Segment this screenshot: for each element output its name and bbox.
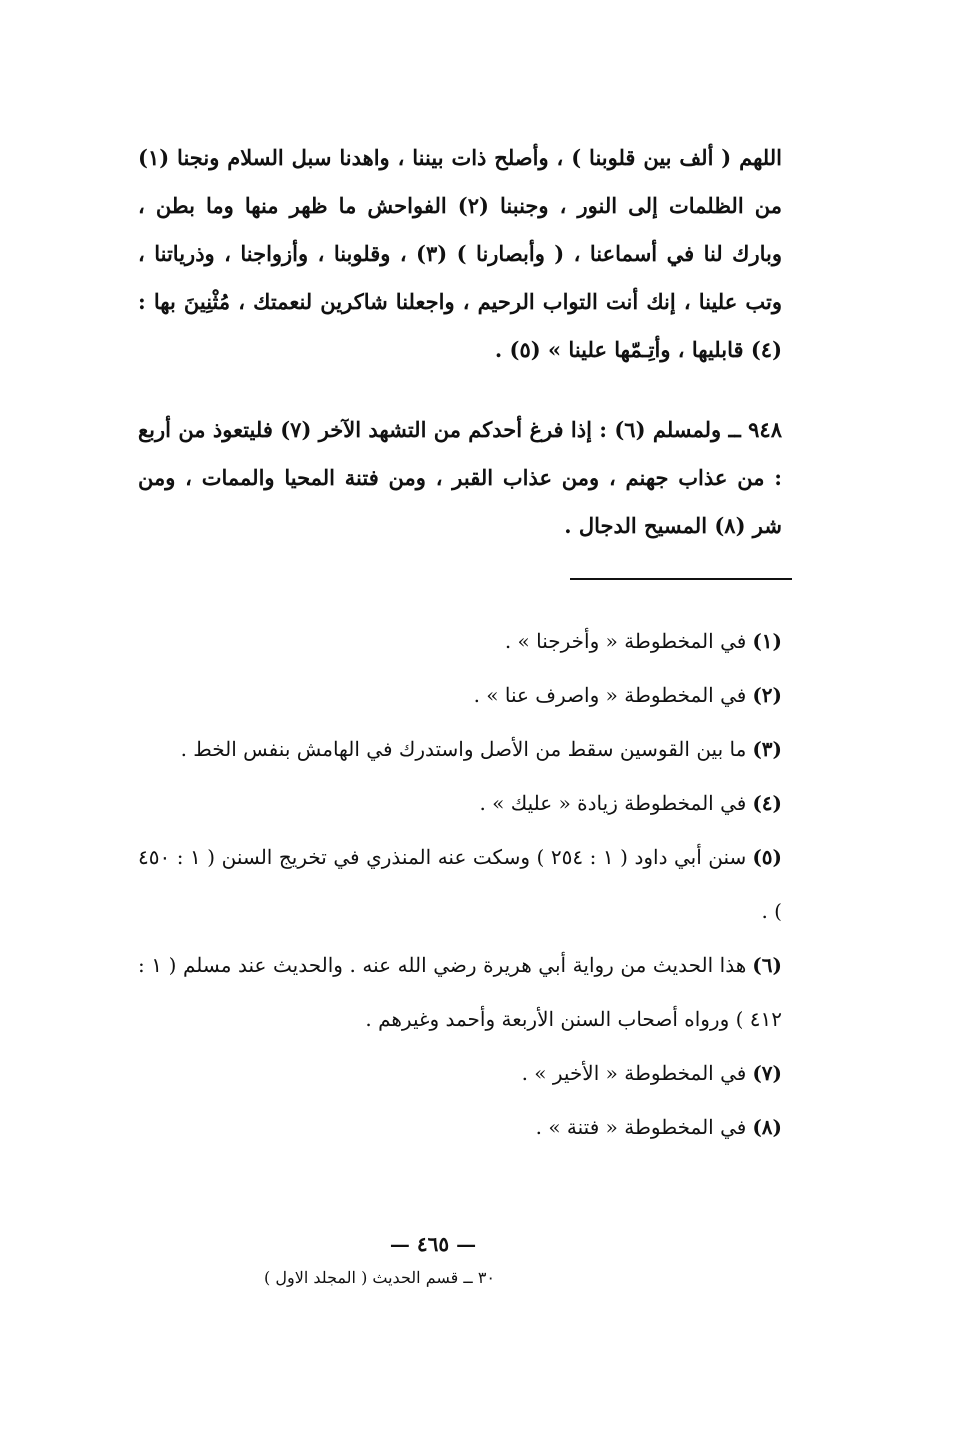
footnote-3: (٣)ما بين القوسين سقط من الأصل واستدرك في الهامش بنفس الخط . (180, 737, 782, 761)
footnote-2: (٢)في المخطوطة « واصرف عنا » . (473, 683, 782, 707)
footnote-8: (٨)في المخطوطة « فتنة » . (535, 1115, 782, 1139)
footnote-4: (٤)في المخطوطة زيادة « عليك » . (479, 791, 782, 815)
footnote-1: (١)في المخطوطة « وأخرجنا » . (504, 629, 782, 653)
main-paragraph-1: اللهم ( ألف بين قلوبنا ) ، وأصلح ذات بيننا ، واهدنا سبل السلام ونجنا (١) من الظلمات إلى النور ، وجنبنا (٢) الفواحش ما ظهر منها وما بطن ، وبارك لنا في أسماعنا ، ( وأبصارنا ) (٣) ، وقلوبنا ، وأزواجنا ، وذرياتنا ، وتب علينا ، إنك أنت التواب الرحيم ، واجعلنا شاكرين لنعمتك ، مُثْنِينَ بها : (٤) قابليها ، وأتِـمّها علينا » (٥) . (138, 145, 782, 362)
footnotes (138, 614, 782, 1154)
footnote-separator (570, 578, 792, 580)
main-paragraph-hadith-948: ٩٤٨ ــ ولمسلم (٦) : إذا فرغ أحدكم من التشهد الآخر (٧) فليتعوذ من أربع : من عذاب جهنم ، ومن عذاب القبر ، ومن فتنة المحيا والممات ، ومن شر (٨) المسيح الدجال . (138, 417, 782, 538)
page-number: — ٤٦٥ — (389, 1232, 477, 1256)
footnote-6: (٦)هذا الحديث من رواية أبي هريرة رضي الله عنه . والحديث عند مسلم ( ١ : ٤١٢ ) ورواه أصحاب السنن الأربعة وأحمد وغيرهم . (138, 953, 782, 1031)
footnote-5: (٥)سنن أبي داود ( ١ : ٢٥٤ ) وسكت عنه المنذري في تخريج السنن ( ١ : ٤٥٠ ) . (138, 845, 783, 923)
printer-signature-mark: ٣٠ ــ قسم الحديث ( المجلد الاول ) (264, 1268, 495, 1287)
footnote-7: (٧)في المخطوطة « الأخير » . (521, 1061, 782, 1085)
